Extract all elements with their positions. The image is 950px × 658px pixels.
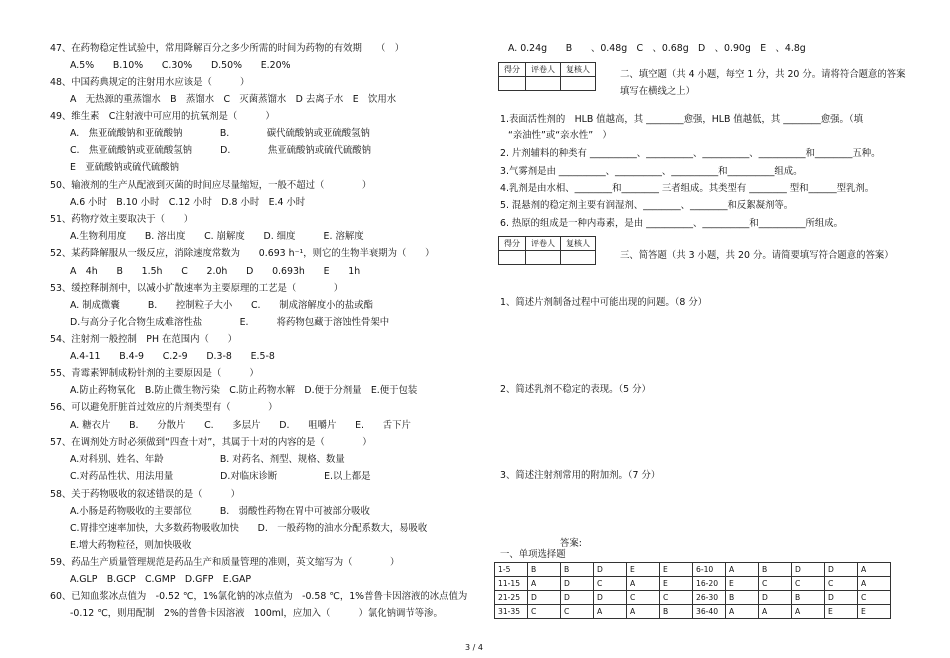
grader-blank	[526, 77, 561, 91]
question-stem: 54、注射剂一般控制 PH 在范围内（ ）	[50, 334, 237, 345]
short-answer-3: 3、简述注射剂常用的附加剂。（7 分）	[500, 470, 661, 481]
answer-cell: A	[528, 577, 561, 591]
answer-cell: A	[858, 577, 891, 591]
answer-cell: D	[561, 591, 594, 605]
fill-in-line: 1.表面活性剂的 HLB 值越高，其 ________愈强，HLB 值越低，其 ________愈强。（填	[500, 114, 863, 125]
question-options: E.增大药物粒径，则加快吸收	[70, 540, 192, 551]
answer-cell: 26-30	[693, 591, 726, 605]
question-stem: 56、可以避免肝脏首过效应的片剂类型有（ ）	[50, 402, 278, 413]
answer-cell: E	[627, 563, 660, 577]
answer-cell: B	[528, 563, 561, 577]
answer-cell: B	[792, 591, 825, 605]
answer-section-title: 一、单项选择题	[500, 549, 566, 560]
fill-in-line: 2. 片剂辅料的种类有 __________、__________、__________、__________和________五种。	[500, 148, 881, 159]
question-stem: 50、输液剂的生产从配液到灭菌的时间应尽量缩短，一般不超过（ ）	[50, 180, 372, 191]
question-options: A.GLP B.GCP C.GMP D.GFP E.GAP	[70, 574, 252, 585]
question-stem: 48、中国药典规定的注射用水应该是（ ）	[50, 77, 250, 88]
answer-cell: 31-35	[495, 605, 528, 619]
question-options: A. 糖衣片 B. 分散片 C. 多层片 D. 咀嚼片 E. 舌下片	[70, 420, 411, 431]
question-stem: 51、药物疗效主要取决于（ ）	[50, 214, 194, 225]
question-options: C. 焦亚硫酸钠或亚硫酸氢钠 D. 焦亚硫酸钠或硫代硫酸钠	[70, 145, 371, 156]
question-options: A. 焦亚硫酸钠和亚硫酸钠 B. 碳代硫酸钠或亚硫酸氢钠	[70, 128, 370, 139]
fill-in-line: “亲油性”或“亲水性” ）	[508, 130, 612, 141]
answer-cell: D	[528, 591, 561, 605]
answer-cell: D	[594, 563, 627, 577]
answer-cell: A	[594, 605, 627, 619]
checker-cell: 复核人	[561, 63, 596, 77]
question-options: A.6 小时 B.10 小时 C.12 小时 D.8 小时 E.4 小时	[70, 197, 306, 208]
question-options: D.与高分子化合物生成难溶性盐 E. 将药物包藏于溶蚀性骨架中	[70, 317, 390, 328]
question-stem: 55、青霉素钾制成粉针剂的主要原因是（ ）	[50, 368, 259, 379]
q60-options: A. 0.24g B 、0.48g C 、0.68g D 、0.90g E 、4.8g	[508, 43, 806, 54]
question-options: A.生物利用度 B. 溶出度 C. 崩解度 D. 细度 E. 溶解度	[70, 231, 364, 242]
question-options: A.对科别、姓名、年龄 B. 对药名、剂型、规格、数量	[70, 454, 345, 465]
question-stem: 57、在调剂处方时必须做到“四查十对”，其属于十对的内容的是（ ）	[50, 437, 372, 448]
answer-cell: C	[792, 577, 825, 591]
checker-cell: 复核人	[561, 237, 596, 251]
answer-cell: B	[561, 563, 594, 577]
answer-cell: B	[660, 605, 693, 619]
score-table-section3	[498, 236, 596, 265]
answer-cell: A	[792, 605, 825, 619]
question-options: A.小肠是药物吸收的主要部位 B. 弱酸性药物在胃中可被部分吸收	[70, 506, 370, 517]
answer-cell: D	[561, 577, 594, 591]
answer-cell: 11-15	[495, 577, 528, 591]
score-blank	[499, 77, 526, 91]
section2-title-1: 二、填空题（共 4 小题，每空 1 分，共 20 分。请将符合题意的答案	[620, 69, 906, 80]
answer-cell: D	[759, 591, 792, 605]
answer-cell: E	[660, 577, 693, 591]
answer-row	[495, 591, 891, 605]
question-options: A.防止药物氧化 B.防止微生物污染 C.防止药物水解 D.便于分剂量 E.便于包装	[70, 385, 418, 396]
question-options: C.对药品性状、用法用量 D.对临床诊断 E.以上都是	[70, 471, 371, 482]
answer-row	[495, 577, 891, 591]
fill-in-line: 6. 热原的组成是一种内毒素，是由 __________、__________和__________所组成。	[500, 218, 844, 229]
question-options: A.5% B.10% C.30% D.50% E.20%	[70, 60, 291, 71]
question-stem: 49、维生素 C注射液中可应用的抗氧剂是（ ）	[50, 111, 275, 122]
score-table-section2	[498, 62, 596, 91]
answer-cell: C	[858, 591, 891, 605]
answer-cell: A	[726, 563, 759, 577]
question-stem: 60、已知血浆冰点值为 -0.52 ℃，1%氯化钠的冰点值为 -0.58 ℃，1%普鲁卡因溶液的冰点值为	[50, 591, 468, 602]
answer-cell: D	[825, 591, 858, 605]
question-options: A 4h B 1.5h C 2.0h D 0.693h E 1h	[70, 266, 361, 277]
answer-row	[495, 605, 891, 619]
answer-cell: B	[759, 563, 792, 577]
answer-cell: A	[627, 605, 660, 619]
grader-cell: 评卷人	[526, 237, 561, 251]
fill-in-line: 5. 混悬剂的稳定剂主要有润湿剂、________、________和反絮凝剂等。	[500, 200, 794, 211]
answer-cell: C	[528, 605, 561, 619]
answer-cell: A	[759, 605, 792, 619]
answer-table	[494, 562, 891, 619]
answer-cell: B	[726, 591, 759, 605]
answer-cell: D	[792, 563, 825, 577]
question-options: E 亚硫酸钠或硫代硫酸钠	[70, 162, 180, 173]
short-answer-1: 1、简述片剂制备过程中可能出现的问题。（8 分）	[500, 297, 708, 308]
answer-cell: 36-40	[693, 605, 726, 619]
question-stem: 53、缓控释制剂中，以减小扩散速率为主要原理的工艺是（ ）	[50, 283, 344, 294]
grader-cell: 评卷人	[526, 63, 561, 77]
score-cell: 得分	[499, 237, 526, 251]
section2-title-2: 填写在横线之上）	[620, 86, 696, 97]
question-options: C.胃排空速率加快，大多数药物吸收加快 D. 一般药物的油水分配系数大，易吸收	[70, 523, 428, 534]
score-cell: 得分	[499, 63, 526, 77]
question-stem: 52、某药降解服从一级反应，消除速度常数为 0.693 h⁻¹，则它的生物半衰期为（ ）	[50, 248, 435, 259]
question-options: A 无热源的重蒸馏水 B 蒸馏水 C 灭菌蒸馏水 D 去离子水 E 饮用水	[70, 94, 397, 105]
answer-cell: D	[594, 591, 627, 605]
short-answer-2: 2、简述乳剂不稳定的表现。（5 分）	[500, 384, 651, 395]
answer-cell: E	[858, 605, 891, 619]
answer-cell: E	[726, 577, 759, 591]
question-options: A. 制成微囊 B. 控制粒子大小 C. 制成溶解度小的盐或酯	[70, 300, 374, 311]
grader-blank	[526, 251, 561, 265]
checker-blank	[561, 77, 596, 91]
answer-cell: A	[627, 577, 660, 591]
answer-cell: C	[561, 605, 594, 619]
answer-cell: C	[660, 591, 693, 605]
answer-row	[495, 563, 891, 577]
answer-cell: C	[594, 577, 627, 591]
answer-cell: C	[759, 577, 792, 591]
answer-cell: A	[726, 605, 759, 619]
answer-cell: 6-10	[693, 563, 726, 577]
answer-cell: D	[825, 563, 858, 577]
fill-in-line: 4.乳剂是由水相、________和________ 三者组成。其类型有 ________ 型和______型乳剂。	[500, 183, 875, 194]
answer-cell: 16-20	[693, 577, 726, 591]
answer-cell: E	[660, 563, 693, 577]
answer-cell: A	[858, 563, 891, 577]
checker-blank	[561, 251, 596, 265]
question-options: -0.12 ℃，则用配制 2%的普鲁卡因溶液 100ml，应加入（ ）氯化钠调节等渗。	[70, 608, 443, 619]
question-stem: 59、药品生产质量管理规范是药品生产和质量管理的准则，英文缩写为（ ）	[50, 557, 400, 568]
answer-cell: 21-25	[495, 591, 528, 605]
section3-title: 三、简答题（共 3 小题，共 20 分。请简要填写符合题意的答案）	[620, 250, 894, 261]
question-stem: 58、关于药物吸收的叙述错误的是（ ）	[50, 489, 241, 500]
answer-cell: E	[825, 605, 858, 619]
score-blank	[499, 251, 526, 265]
answer-title: 答案:	[560, 538, 582, 549]
fill-in-line: 3.气雾剂是由 __________、__________、__________和__________组成。	[500, 166, 803, 177]
answer-cell: C	[825, 577, 858, 591]
question-stem: 47、在药物稳定性试验中，常用降解百分之多少所需的时间为药物的有效期 （ ）	[50, 43, 405, 54]
answer-cell: 1-5	[495, 563, 528, 577]
answer-cell: C	[627, 591, 660, 605]
question-options: A.4-11 B.4-9 C.2-9 D.3-8 E.5-8	[70, 351, 275, 362]
page-number: 3 / 4	[465, 643, 483, 652]
